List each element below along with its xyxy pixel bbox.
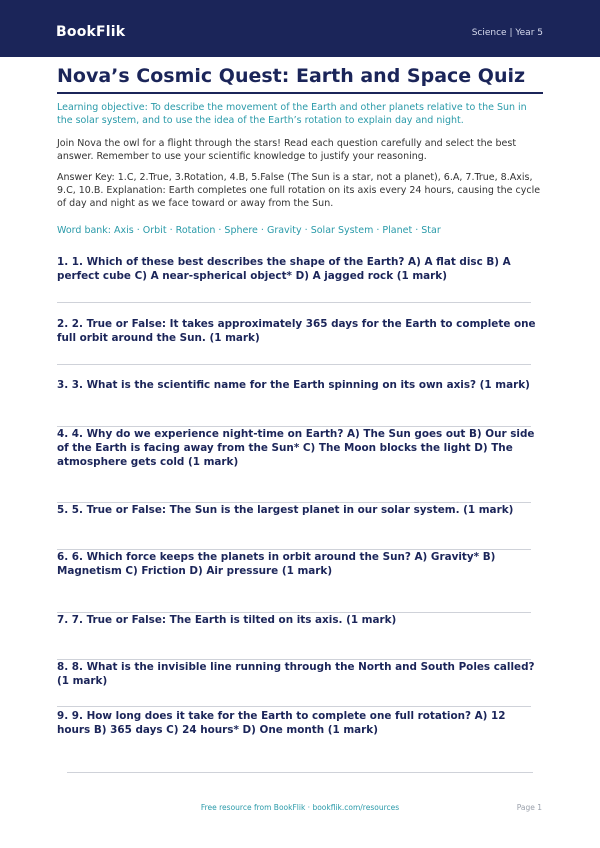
question-4: 4. 4. Why do we experience night-time on Earth? A) The Sun goes out B) Our side of the Earth is facing away from the Sun* C) The Moon blocks the light D) The atmosphere gets cold (1 mark)	[57, 428, 535, 468]
question-5: 5. 5. True or False: The Sun is the largest planet in our solar system. (1 mark)	[57, 504, 514, 516]
learning-objective: Learning objective: To describe the movement of the Earth and other planets relative to the Sun in the solar system, and to use the idea of the Earth’s rotation to explain day and night.	[57, 102, 527, 126]
question-6: 6. 6. Which force keeps the planets in orbit around the Sun? A) Gravity* B) Magnetism C) Friction D) Air pressure (1 mark)	[57, 551, 496, 577]
question-9: 9. 9. How long does it take for the Earth to complete one full rotation? A) 12 hours B) 365 days C) 24 hours* D) One month (1 mark)	[57, 710, 506, 736]
question-8: 8. 8. What is the invisible line running through the North and South Poles called? (1 mark)	[57, 661, 535, 687]
question-2: 2. 2. True or False: It takes approximately 365 days for the Earth to complete one full orbit around the Sun. (1 mark)	[57, 318, 536, 344]
question-1: 1. 1. Which of these best describes the shape of the Earth? A) A flat disc B) A perfect cube C) A near-spherical object* D) A jagged rock (1 mark)	[57, 256, 511, 282]
question-7: 7. 7. True or False: The Earth is tilted on its axis. (1 mark)	[57, 614, 397, 626]
subject-year-label: Science | Year 5	[471, 28, 543, 38]
answer-line-8[interactable]	[57, 706, 531, 707]
footer-divider	[67, 772, 533, 773]
brand-logo[interactable]: BookFlik	[56, 24, 126, 40]
word-bank: Word bank: Axis · Orbit · Rotation · Sphere · Gravity · Solar System · Planet · Star	[57, 225, 441, 236]
question-3: 3. 3. What is the scientific name for the Earth spinning on its own axis? (1 mark)	[57, 379, 530, 391]
page-number: Page 1	[516, 803, 542, 812]
answer-line-1[interactable]	[57, 302, 531, 303]
answer-line-2[interactable]	[57, 364, 531, 365]
page-title: Nova’s Cosmic Quest: Earth and Space Quiz	[57, 65, 526, 87]
page-header	[0, 0, 600, 57]
footer-link[interactable]: Free resource from BookFlik · bookflik.com/resources	[200, 803, 400, 812]
answer-key: Answer Key: 1.C, 2.True, 3.Rotation, 4.B, 5.False (The Sun is a star, not a planet), 6.A, 7.True, 8.Axis, 9.C, 10.B. Explanation: Earth completes one full rotation on its axis every 24 hours, causing the cycle of day and night as we face toward or away from the Sun.	[57, 172, 541, 209]
intro-paragraph: Join Nova the owl for a flight through the stars! Read each question carefully and select the best answer. Remember to use your scientific knowledge to justify your reasoning.	[57, 138, 517, 162]
title-divider	[57, 92, 543, 94]
